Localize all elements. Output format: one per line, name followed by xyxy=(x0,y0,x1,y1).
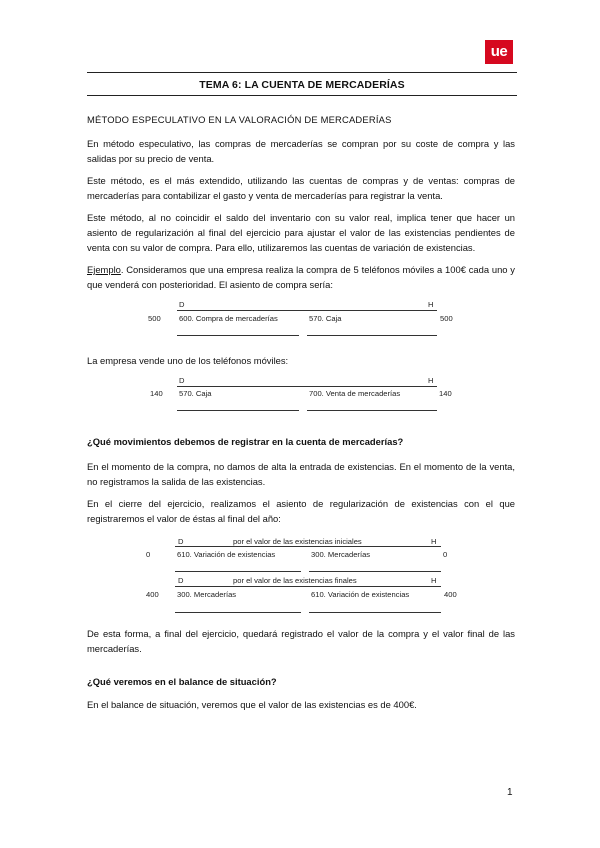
entry-bottom-line-debit xyxy=(175,612,301,613)
header-top-rule xyxy=(87,72,517,73)
debit-amount: 0 xyxy=(146,550,151,559)
entry-top-line xyxy=(175,546,441,547)
credit-amount: 400 xyxy=(444,590,457,599)
entry-bottom-line-credit xyxy=(309,612,441,613)
credit-account: 700. Venta de mercaderías xyxy=(309,389,401,398)
credit-marker: H xyxy=(428,376,434,385)
debit-account: 300. Mercaderías xyxy=(177,590,237,599)
section-title: MÉTODO ESPECULATIVO EN LA VALORACIÓN DE MERCADERÍAS xyxy=(87,114,392,125)
entry-top-line xyxy=(175,586,441,587)
credit-marker: H xyxy=(431,537,437,546)
entry-note: por el valor de las existencias iniciales xyxy=(233,537,362,546)
entry-bottom-line-credit xyxy=(307,335,437,336)
paragraph-7: En el cierre del ejercicio, realizamos el asiento de regularización de existencias con el que registraremos el valor de éstas al final del año: xyxy=(87,498,515,525)
question-2: ¿Qué veremos en el balance de situación? xyxy=(87,676,277,687)
page-title: TEMA 6: LA CUENTA DE MERCADERÍAS xyxy=(199,79,405,91)
credit-marker: H xyxy=(428,300,434,309)
question-1: ¿Qué movimientos debemos de registrar en la cuenta de mercaderías? xyxy=(87,436,404,447)
credit-account: 570. Caja xyxy=(309,314,342,323)
debit-amount: 500 xyxy=(148,314,161,323)
example-text: . Consideramos que una empresa realiza la compra de 5 teléfonos móviles a 100€ cada uno y que venderá con posterioridad. El asiento de compra sería: xyxy=(87,264,515,291)
header-bottom-rule xyxy=(87,95,517,96)
paragraph-2: Este método, es el más extendido, utilizando las cuentas de compras y de ventas: compras de mercaderías para contabilizar el gasto y venta de mercaderías para registrar la venta. xyxy=(87,175,515,202)
ue-logo: ue xyxy=(485,40,513,64)
debit-amount: 400 xyxy=(146,590,159,599)
debit-marker: D xyxy=(178,576,184,585)
credit-account: 610. Variación de existencias xyxy=(311,590,410,599)
entry-bottom-line-credit xyxy=(309,571,441,572)
paragraph-9: En el balance de situación, veremos que el valor de las existencias es de 400€. xyxy=(87,699,417,710)
credit-amount: 140 xyxy=(439,389,452,398)
debit-marker: D xyxy=(179,300,185,309)
paragraph-8: De esta forma, a final del ejercicio, quedará registrado el valor de la compra y el valor final de las mercaderías. xyxy=(87,628,515,655)
entry-top-line xyxy=(177,386,437,387)
credit-marker: H xyxy=(431,576,437,585)
paragraph-5: La empresa vende uno de los teléfonos móviles: xyxy=(87,355,289,366)
debit-amount: 140 xyxy=(150,389,163,398)
paragraph-4 xyxy=(87,262,515,292)
credit-amount: 500 xyxy=(440,314,453,323)
entry-bottom-line-debit xyxy=(175,571,301,572)
entry-note: por el valor de las existencias finales xyxy=(233,576,357,585)
paragraph-6: En el momento de la compra, no damos de alta la entrada de existencias. En el momento de la venta, no registramos la salida de las existencias. xyxy=(87,461,515,488)
example-label: Ejemplo xyxy=(87,264,121,275)
entry-top-line xyxy=(177,310,437,311)
paragraph-3: Este método, al no coincidir el saldo del inventario con su valor real, implica tener que hacer un asiento de regularización al final del ejercicio para ajustar el valor de las existencias pendientes de venta con su valor de compra. Para ello, utilizaremos las cuentas de variación de existencias. xyxy=(87,212,515,254)
debit-account: 600. Compra de mercaderías xyxy=(179,314,278,323)
debit-marker: D xyxy=(178,537,184,546)
debit-account: 570. Caja xyxy=(179,389,212,398)
page-number: 1 xyxy=(507,787,513,798)
paragraph-1: En método especulativo, las compras de mercaderías se compran por su coste de compra y las salidas por su precio de venta. xyxy=(87,138,515,165)
credit-account: 300. Mercaderías xyxy=(311,550,371,559)
debit-account: 610. Variación de existencias xyxy=(177,550,276,559)
entry-bottom-line-credit xyxy=(307,410,437,411)
credit-amount: 0 xyxy=(443,550,448,559)
entry-bottom-line-debit xyxy=(177,335,299,336)
debit-marker: D xyxy=(179,376,185,385)
entry-bottom-line-debit xyxy=(177,410,299,411)
